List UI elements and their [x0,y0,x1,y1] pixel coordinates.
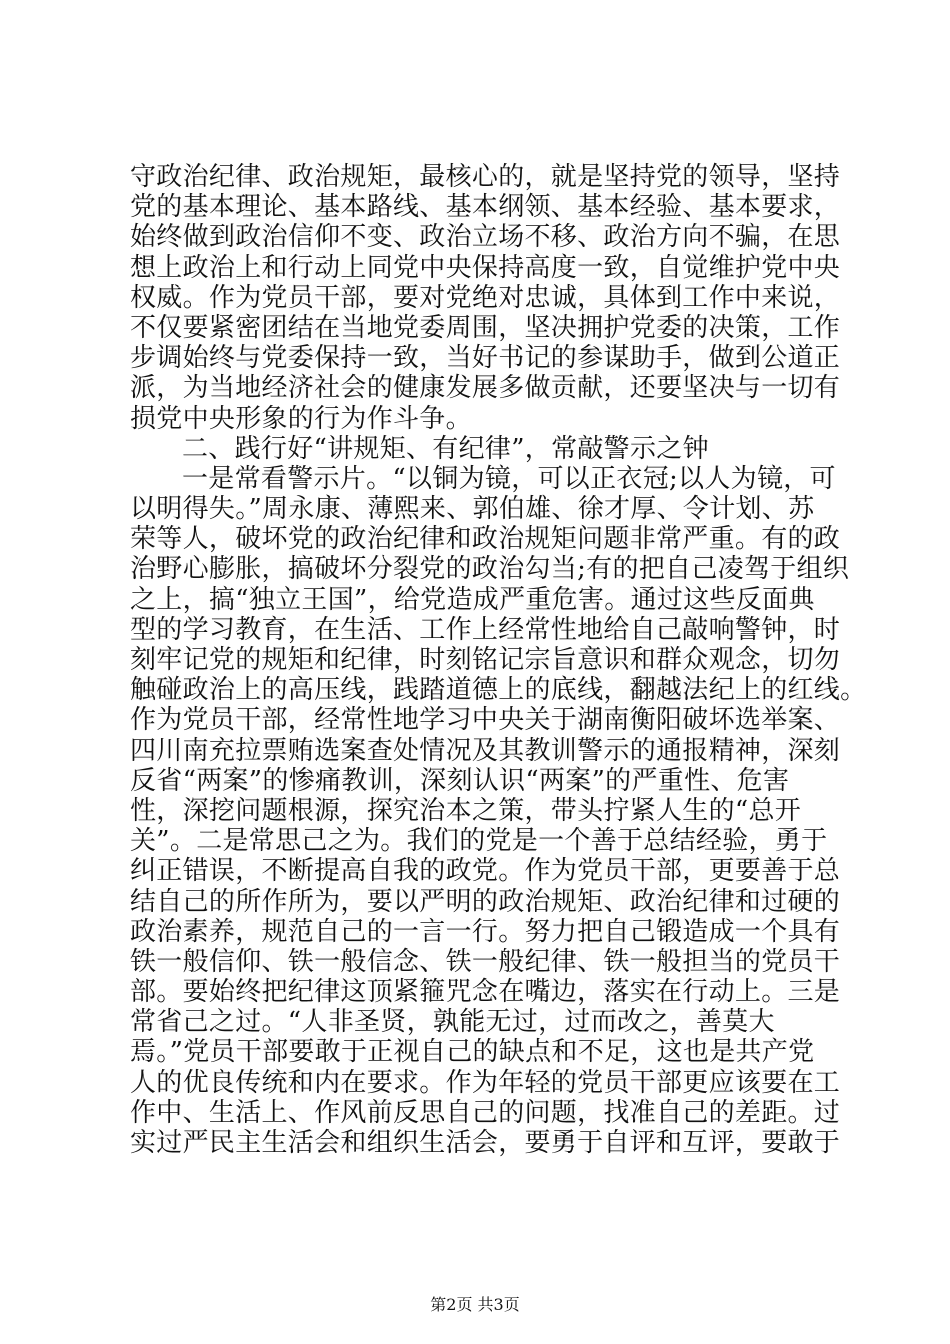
text-line: 纠正错误，不断提高自我的政党。作为党员干部，更要善于总 [130,856,841,887]
page-number-footer: 第2页 共3页 [430,1295,520,1314]
text-line: 性，深挖问题根源，探究治本之策，带头拧紧人生的“总开 [130,795,802,826]
text-line: 政治素养，规范自己的一言一行。努力把自己锻造成一个具有 [130,916,841,947]
text-line: 四川南充拉票贿选案查处情况及其教训警示的通报精神，深刻 [130,735,841,766]
text-line: 常省己之过。“人非圣贤，孰能无过，过而改之，善莫大 [130,1007,775,1038]
text-line: 步调始终与党委保持一致，当好书记的参谋助手，做到公道正 [130,343,841,374]
text-line: 始终做到政治信仰不变、政治立场不移、政治方向不骗，在思 [130,222,841,253]
text-line: 守政治纪律、政治规矩，最核心的，就是坚持党的领导，坚持 [130,162,841,192]
text-line: 实过严民主生活会和组织生活会，要勇于自评和互评，要敢于 [130,1128,841,1158]
text-line: 损党中央形象的行为作斗争。 [130,403,472,434]
text-line: 想上政治上和行动上同党中央保持高度一致，自觉维护党中央 [130,252,841,283]
text-line: 治野心膨胀，搞破坏分裂党的政治勾当;有的把自己凌驾于组织 [130,554,850,585]
text-line: 人的优良传统和内在要求。作为年轻的党员干部更应该要在工 [130,1067,841,1098]
text-line: 不仅要紧密团结在当地党委周围，坚决拥护党委的决策，工作 [130,312,841,343]
text-line: 权威。作为党员干部，要对党绝对忠诚，具体到工作中来说， [130,282,841,313]
text-line: 刻牢记党的规矩和纪律，时刻铭记宗旨意识和群众观念，切勿 [130,645,841,675]
text-line: 派，为当地经济社会的健康发展多做贡献，还要坚决与一切有 [130,373,841,404]
text-line: 关”。二是常思己之为。我们的党是一个善于总结经验，勇于 [130,826,828,857]
text-line: 型的学习教育，在生活、工作上经常性地给自己敲响警钟，时 [130,614,841,645]
text-line: 作中、生活上、作风前反思自己的问题，找准自己的差距。过 [130,1097,841,1128]
text-line: 结自己的所作所为，要以严明的政治规矩、政治纪律和过硬的 [130,886,841,917]
section-heading: 二、践行好“讲规矩、有纪律”，常敲警示之钟 [182,433,709,464]
text-line: 之上，搞“独立王国”，给党造成严重危害。通过这些反面典 [130,584,815,615]
text-line: 作为党员干部，经常性地学习中央关于湖南衡阳破坏选举案、 [130,705,841,736]
text-line: 反省“两案”的惨痛教训，深刻认识“两案”的严重性、危害 [130,765,790,796]
text-line: 荣等人，破坏党的政治纪律和政治规矩问题非常严重。有的政 [130,524,841,555]
text-line: 铁一般信仰、铁一般信念、铁一般纪律、铁一般担当的党员干 [130,946,841,977]
text-line: 以明得失。”周永康、薄熙来、郭伯雄、徐才厚、令计划、苏 [130,494,815,525]
text-line: 党的基本理论、基本路线、基本纲领、基本经验、基本要求， [130,192,841,223]
text-line: 焉。”党员干部要敢于正视自己的缺点和不足，这也是共产党 [130,1037,815,1068]
text-line: 部。要始终把纪律这顶紧箍咒念在嘴边，落实在行动上。三是 [130,977,841,1008]
text-line: 触碰政治上的高压线，践踏道德上的底线，翻越法纪上的红线。 [130,675,867,706]
document-body [130,162,867,1158]
text-line: 一是常看警示片。“以铜为镜，可以正衣冠;以人为镜，可 [182,463,836,494]
